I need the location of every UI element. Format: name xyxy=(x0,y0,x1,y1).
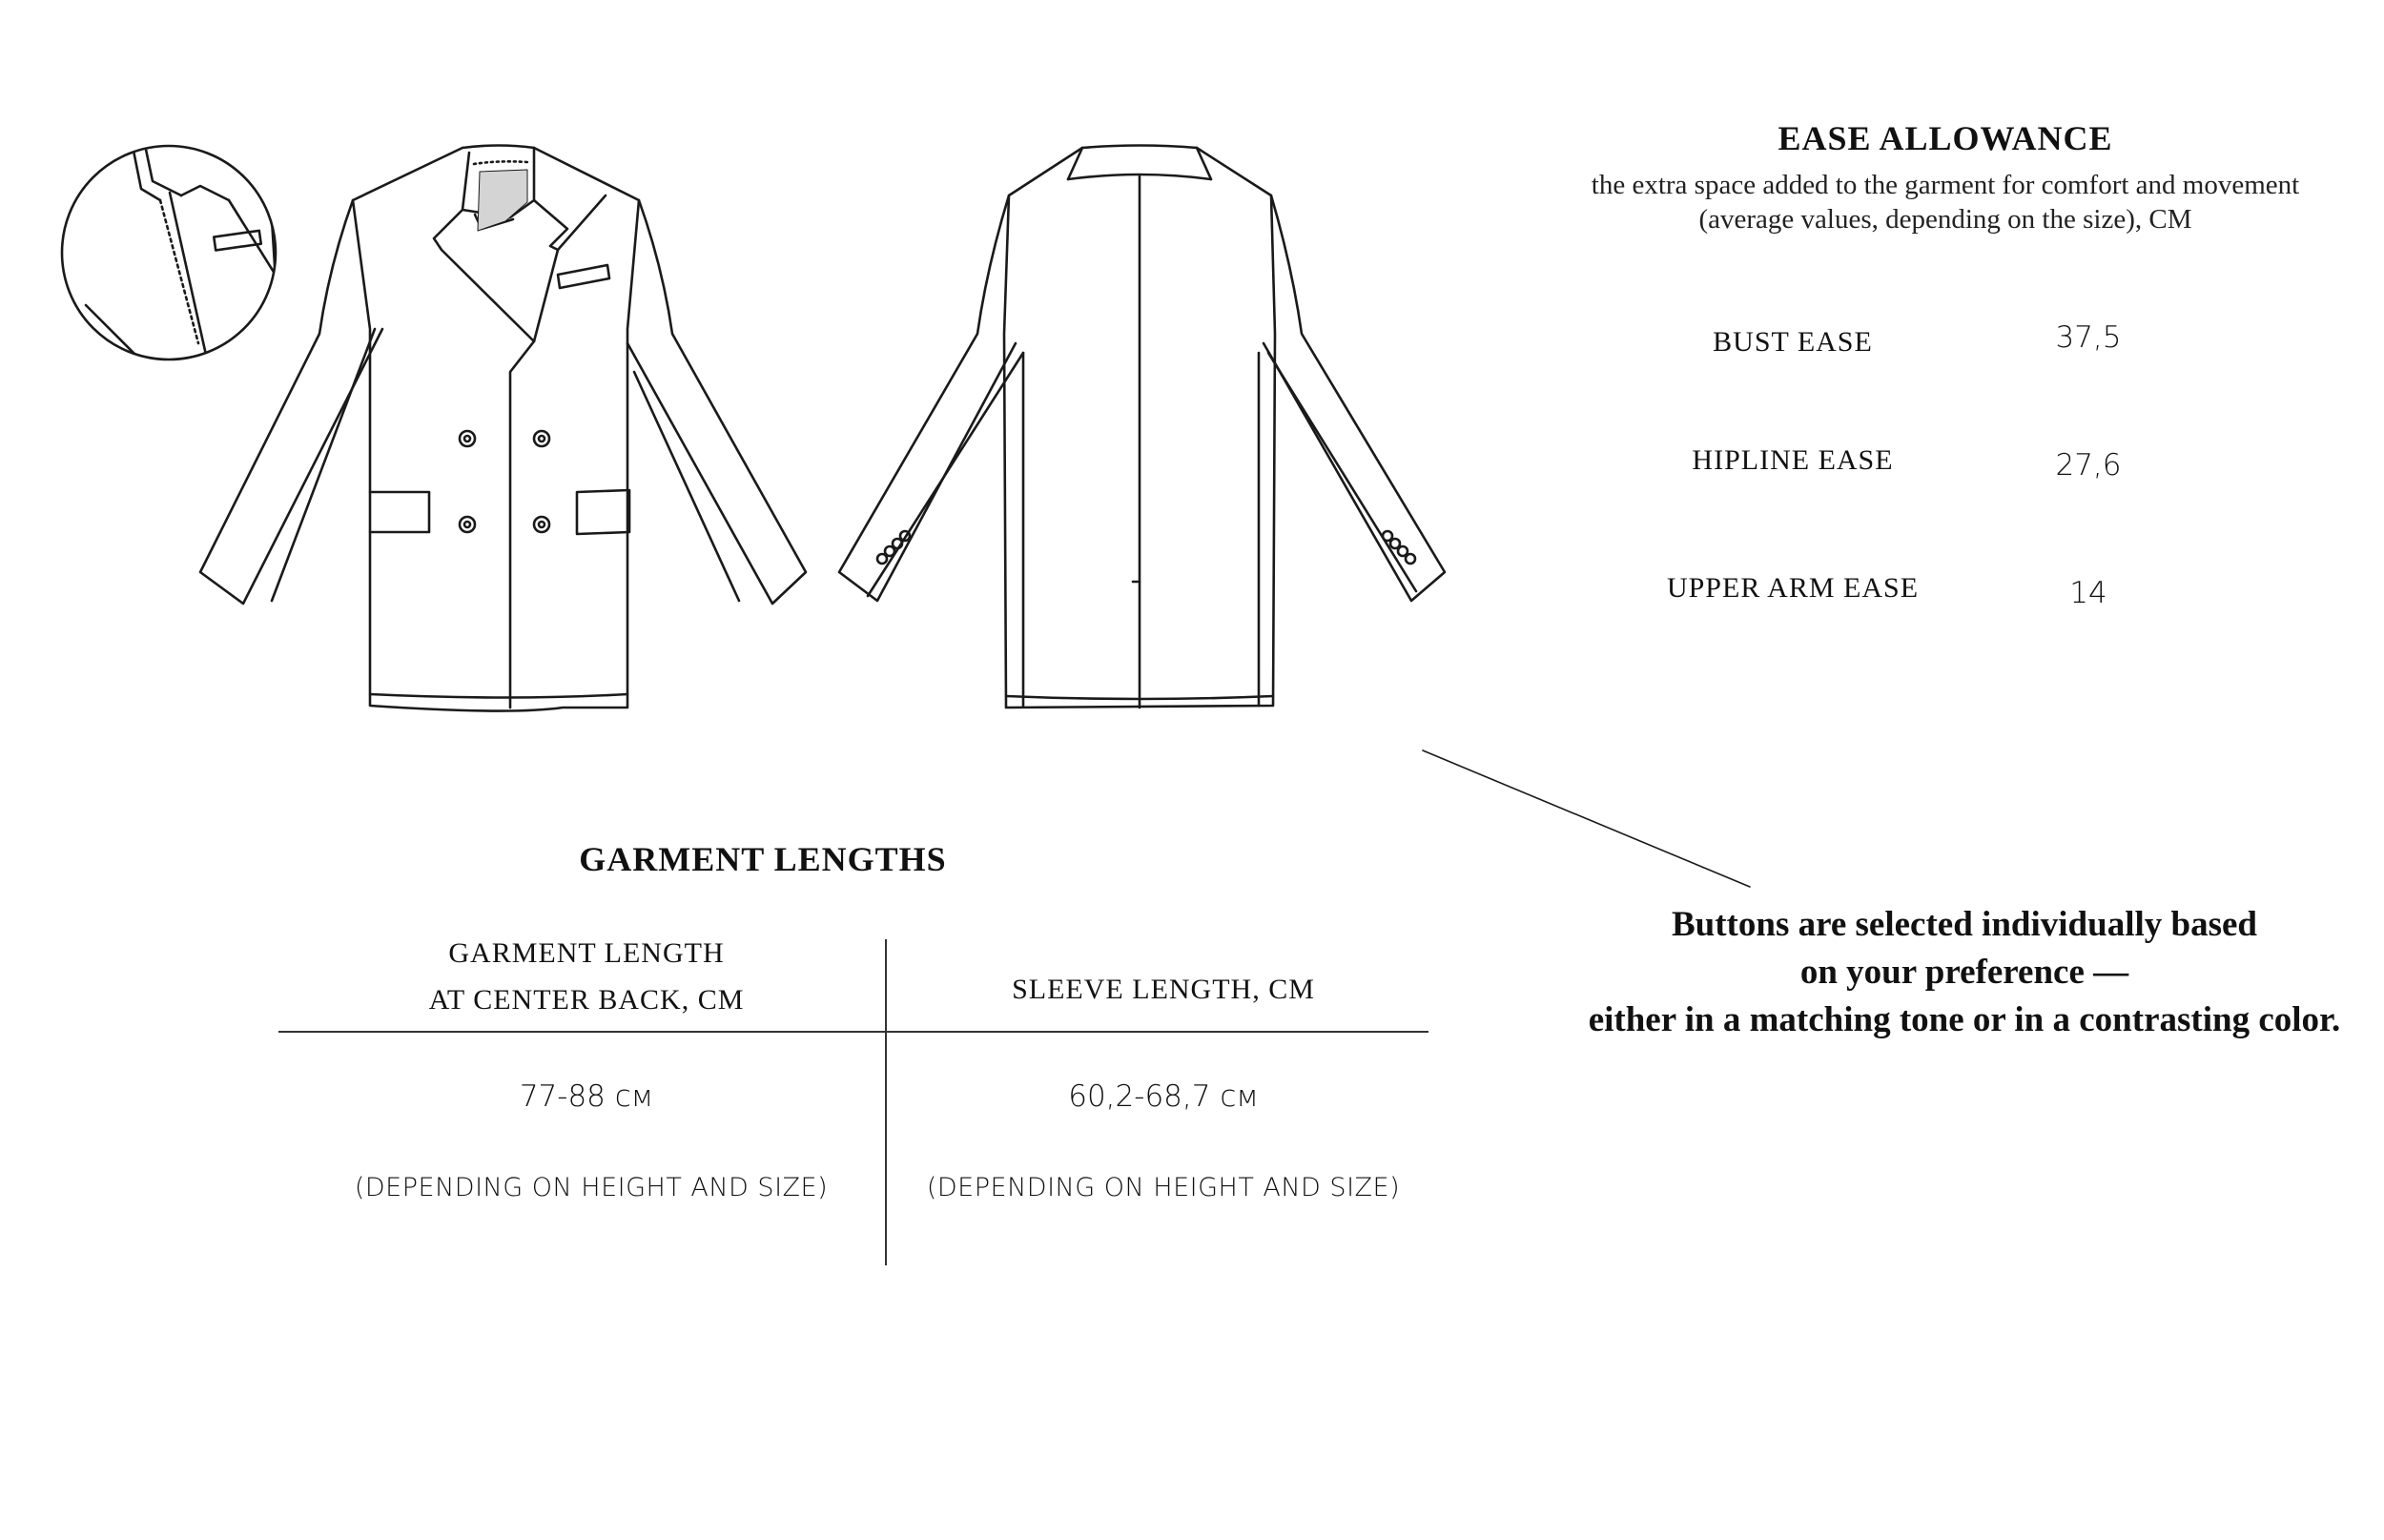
ease-allowance-subtitle xyxy=(1488,168,2384,236)
sleeve-length-header xyxy=(896,966,1430,1013)
hipline-ease-value: 27,6 xyxy=(2055,448,2122,483)
garment-lengths-title: GARMENT LENGTHS xyxy=(579,840,947,878)
sleeve-length-value: 60,2-68,7 см xyxy=(1068,1079,1259,1114)
buttons-note-line1: Buttons are selected individually based xyxy=(1671,905,2257,944)
upper-arm-ease-value: 14 xyxy=(2069,576,2107,610)
table-horizontal-rule xyxy=(278,1031,1428,1033)
sleeve-length-header-line1: SLEEVE LENGTH, CM xyxy=(1012,974,1315,1005)
buttons-note-line2: on your preference — xyxy=(1799,953,2129,992)
buttons-note xyxy=(1545,901,2384,1044)
ease-allowance-title: EASE ALLOWANCE xyxy=(1778,119,2113,157)
jacket-front-sketch xyxy=(195,143,825,715)
garment-length-header-line2: AT CENTER BACK, CM xyxy=(428,984,745,1016)
garment-length-header xyxy=(277,930,896,1023)
upper-arm-ease-label: UPPER ARM EASE xyxy=(1666,572,1920,604)
garment-length-header-line1: GARMENT LENGTH xyxy=(448,937,725,969)
sleeve-length-note: (DEPENDING ON HEIGHT AND SIZE) xyxy=(926,1173,1401,1202)
buttons-note-line3: either in a matching tone or in a contrasting color. xyxy=(1588,1000,2341,1039)
bust-ease-value: 37,5 xyxy=(2055,320,2122,355)
bust-ease-label: BUST EASE xyxy=(1713,326,1873,358)
hipline-ease-label: HIPLINE EASE xyxy=(1692,444,1894,476)
garment-length-value: 77-88 см xyxy=(519,1079,654,1114)
ease-subtitle-line1: the extra space added to the garment for comfort and movement xyxy=(1591,170,2300,200)
ease-subtitle-line2: (average values, depending on the size), CM xyxy=(1698,204,2192,235)
pointer-line xyxy=(1421,749,1755,892)
jacket-back-sketch xyxy=(834,143,1464,715)
garment-length-note: (DEPENDING ON HEIGHT AND SIZE) xyxy=(354,1173,829,1202)
